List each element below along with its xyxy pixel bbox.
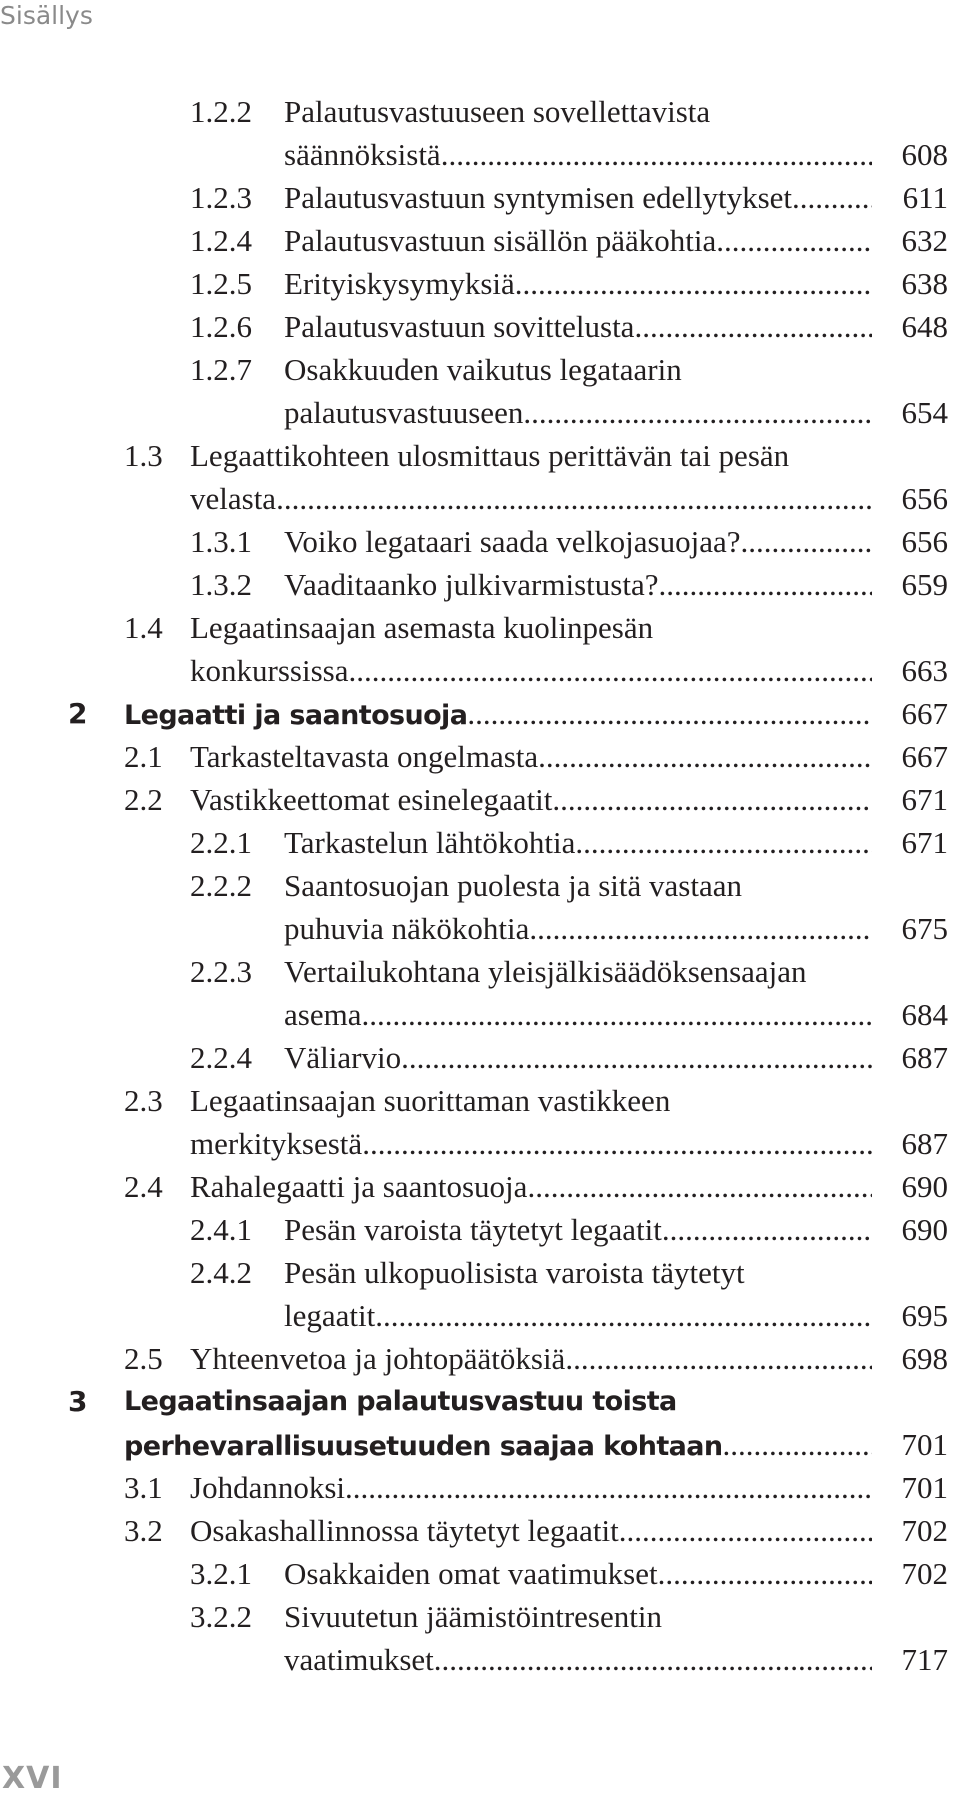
toc-entry-page: 701 xyxy=(901,1427,948,1462)
toc-entry-title: Vaaditaanko julkivarmistusta? xyxy=(284,567,659,602)
toc-entry-page: 687 xyxy=(901,1126,948,1161)
toc-entry-line xyxy=(0,1552,960,1595)
toc-entry-title: Palautusvastuun sovittelusta xyxy=(284,309,635,344)
toc-entry-page: 698 xyxy=(901,1341,948,1376)
toc-entry-line xyxy=(0,305,960,348)
toc-entry-title: Legaatti ja saantosuoja xyxy=(124,700,468,731)
toc-entry-title: konkurssissa xyxy=(190,653,349,688)
toc-entry-number: 2.4.2 xyxy=(190,1255,252,1290)
toc-entry-title: säännöksistä xyxy=(284,137,441,172)
toc-entry-line xyxy=(0,1509,960,1552)
toc-entry-number: 2.5 xyxy=(124,1341,163,1376)
dot-leader xyxy=(441,133,872,176)
toc-entry-page: 671 xyxy=(901,825,948,860)
dot-leader xyxy=(792,176,872,219)
toc-entry-title: Vastikkeettomat esinelegaatit xyxy=(190,782,553,817)
toc-entry-line xyxy=(0,950,960,993)
toc-entry-line xyxy=(0,735,960,778)
dot-leader xyxy=(523,391,872,434)
toc-entry-number: 1.3.1 xyxy=(190,524,252,559)
running-head: Sisällys xyxy=(0,1,93,30)
toc-entry-title: merkityksestä xyxy=(190,1126,363,1161)
toc-entry-title: velasta xyxy=(190,481,277,516)
toc-entry-title: Tarkasteltavasta ongelmasta xyxy=(190,739,539,774)
toc-entry-line xyxy=(0,219,960,262)
toc-entry-page: 702 xyxy=(901,1556,948,1591)
dot-leader xyxy=(658,1552,872,1595)
toc-entry-title: Vertailukohtana yleisjälkisäädöksensaajan xyxy=(284,954,807,989)
toc-entry-title: Rahalegaatti ja saantosuoja xyxy=(190,1169,528,1204)
toc-entry-title: Väliarvio xyxy=(284,1040,402,1075)
toc-entry-line xyxy=(0,993,960,1036)
toc-entry-line xyxy=(0,778,960,821)
toc-entry-line xyxy=(0,520,960,563)
toc-entry-line xyxy=(0,1079,960,1122)
toc-entry-page: 667 xyxy=(901,739,948,774)
toc-entry-line xyxy=(0,90,960,133)
toc-entry-line xyxy=(0,391,960,434)
toc-entry-number: 3.2.1 xyxy=(190,1556,252,1591)
toc-entry-number: 3 xyxy=(68,1385,87,1418)
toc-entry-number: 1.2.5 xyxy=(190,266,252,301)
dot-leader xyxy=(529,907,872,950)
toc-entry-line xyxy=(0,606,960,649)
toc-entry-title: puhuvia näkökohtia xyxy=(284,911,530,946)
toc-entry-page: 663 xyxy=(901,653,948,688)
toc-entry-title: legaatit xyxy=(284,1298,376,1333)
dot-leader xyxy=(362,1122,872,1165)
toc-entry-line xyxy=(0,1423,960,1466)
toc-entry-line xyxy=(0,1036,960,1079)
toc-entry-title: Tarkastelun lähtökohtia xyxy=(284,825,576,860)
toc-entry-title: Saantosuojan puolesta ja sitä vastaan xyxy=(284,868,742,903)
toc-entry-line xyxy=(0,1165,960,1208)
toc-entry-page: 671 xyxy=(901,782,948,817)
dot-leader xyxy=(276,477,872,520)
toc-entry-page: 659 xyxy=(901,567,948,602)
toc-entry-line xyxy=(0,1466,960,1509)
toc-entry-number: 2.1 xyxy=(124,739,163,774)
toc-entry-title: Palautusvastuuseen sovellettavista xyxy=(284,94,711,129)
toc-entry-title: asema xyxy=(284,997,362,1032)
toc-entry-title: Legaatinsaajan suorittaman vastikkeen xyxy=(190,1083,671,1118)
toc-entry-line xyxy=(0,133,960,176)
toc-entry-number: 2.2.4 xyxy=(190,1040,252,1075)
dot-leader xyxy=(345,1466,872,1509)
toc-entry-number: 2.4 xyxy=(124,1169,163,1204)
toc-entry-title: Pesän ulkopuolisista varoista täytetyt xyxy=(284,1255,745,1290)
toc-entry-page: 656 xyxy=(901,481,948,516)
toc-entry-number: 1.2.7 xyxy=(190,352,252,387)
toc-entry-title: palautusvastuuseen xyxy=(284,395,524,430)
dot-leader xyxy=(565,1337,872,1380)
dot-leader xyxy=(662,1208,872,1251)
toc-entry-number: 3.2 xyxy=(124,1513,163,1548)
toc-entry-page: 690 xyxy=(901,1169,948,1204)
table-of-contents xyxy=(0,90,960,1681)
dot-leader xyxy=(741,520,873,563)
dot-leader xyxy=(467,692,872,735)
dot-leader xyxy=(434,1638,872,1681)
toc-entry-page: 717 xyxy=(901,1642,948,1677)
dot-leader xyxy=(527,1165,872,1208)
toc-entry-page: 632 xyxy=(901,223,948,258)
toc-entry-number: 1.2.6 xyxy=(190,309,252,344)
toc-entry-number: 2.2.2 xyxy=(190,868,252,903)
toc-entry-page: 611 xyxy=(902,180,948,215)
toc-entry-page: 684 xyxy=(901,997,948,1032)
dot-leader xyxy=(575,821,872,864)
toc-entry-page: 667 xyxy=(901,696,948,731)
toc-entry-line xyxy=(0,907,960,950)
toc-entry-line xyxy=(0,1380,960,1423)
toc-entry-page: 638 xyxy=(901,266,948,301)
toc-entry-line xyxy=(0,1638,960,1681)
toc-entry-number: 2.4.1 xyxy=(190,1212,252,1247)
dot-leader xyxy=(401,1036,872,1079)
toc-entry-title: Legaattikohteen ulosmittaus perittävän tai pesän xyxy=(190,438,790,473)
toc-entry-title: Sivuutetun jäämistöintresentin xyxy=(284,1599,662,1634)
toc-entry-number: 2 xyxy=(68,697,87,730)
dot-leader xyxy=(515,262,872,305)
toc-entry-line xyxy=(0,176,960,219)
toc-entry-page: 648 xyxy=(901,309,948,344)
toc-entry-title: Erityiskysymyksiä xyxy=(284,266,515,301)
toc-entry-number: 3.2.2 xyxy=(190,1599,252,1634)
dot-leader xyxy=(716,219,872,262)
dot-leader xyxy=(658,563,872,606)
toc-entry-page: 656 xyxy=(901,524,948,559)
toc-entry-page: 702 xyxy=(901,1513,948,1548)
toc-entry-title: perhevarallisuusetuuden saajaa kohtaan xyxy=(124,1431,723,1462)
toc-entry-number: 3.1 xyxy=(124,1470,163,1505)
toc-entry-number: 2.2.3 xyxy=(190,954,252,989)
toc-entry-page: 608 xyxy=(901,137,948,172)
toc-entry-title: Palautusvastuun sisällön pääkohtia xyxy=(284,223,717,258)
toc-entry-title: Osakkaiden omat vaatimukset xyxy=(284,1556,658,1591)
toc-entry-title: Legaatinsaajan palautusvastuu toista xyxy=(124,1386,677,1417)
toc-entry-line xyxy=(0,1251,960,1294)
toc-entry-line xyxy=(0,821,960,864)
dot-leader xyxy=(348,649,872,692)
page-number: XVI xyxy=(2,1761,63,1796)
toc-entry-line xyxy=(0,1294,960,1337)
toc-entry-number: 2.3 xyxy=(124,1083,163,1118)
toc-entry-line xyxy=(0,563,960,606)
toc-entry-line xyxy=(0,1208,960,1251)
toc-entry-title: Osakkuuden vaikutus legataarin xyxy=(284,352,682,387)
toc-entry-title: vaatimukset xyxy=(284,1642,434,1677)
toc-entry-line xyxy=(0,1337,960,1380)
toc-entry-line xyxy=(0,434,960,477)
toc-entry-page: 654 xyxy=(901,395,948,430)
toc-entry-title: Pesän varoista täytetyt legaatit xyxy=(284,1212,662,1247)
toc-entry-line xyxy=(0,262,960,305)
toc-entry-title: Yhteenvetoa ja johtopäätöksiä xyxy=(190,1341,566,1376)
toc-entry-title: Legaatinsaajan asemasta kuolinpesän xyxy=(190,610,654,645)
toc-entry-page: 687 xyxy=(901,1040,948,1075)
toc-entry-number: 2.2 xyxy=(124,782,163,817)
dot-leader xyxy=(375,1294,872,1337)
toc-entry-number: 1.3 xyxy=(124,438,163,473)
toc-entry-line xyxy=(0,1595,960,1638)
toc-entry-page: 701 xyxy=(901,1470,948,1505)
dot-leader xyxy=(619,1509,872,1552)
toc-entry-number: 1.2.4 xyxy=(190,223,252,258)
toc-entry-number: 1.4 xyxy=(124,610,163,645)
dot-leader xyxy=(538,735,872,778)
toc-entry-line xyxy=(0,692,960,735)
toc-entry-title: Johdannoksi xyxy=(190,1470,345,1505)
toc-entry-title: Palautusvastuun syntymisen edellytykset xyxy=(284,180,793,215)
dot-leader xyxy=(361,993,872,1036)
toc-entry-number: 2.2.1 xyxy=(190,825,252,860)
toc-entry-line xyxy=(0,864,960,907)
dot-leader xyxy=(552,778,872,821)
toc-entry-number: 1.2.3 xyxy=(190,180,252,215)
toc-entry-page: 675 xyxy=(901,911,948,946)
toc-entry-title: Voiko legataari saada velkojasuojaa? xyxy=(284,524,741,559)
toc-entry-page: 690 xyxy=(901,1212,948,1247)
toc-entry-page: 695 xyxy=(901,1298,948,1333)
toc-entry-line xyxy=(0,348,960,391)
toc-entry-line xyxy=(0,1122,960,1165)
toc-entry-title: Osakashallinnossa täytetyt legaatit xyxy=(190,1513,619,1548)
toc-entry-number: 1.2.2 xyxy=(190,94,252,129)
toc-entry-number: 1.3.2 xyxy=(190,567,252,602)
toc-entry-line xyxy=(0,649,960,692)
toc-entry-line xyxy=(0,477,960,520)
dot-leader xyxy=(634,305,872,348)
dot-leader xyxy=(723,1423,873,1466)
